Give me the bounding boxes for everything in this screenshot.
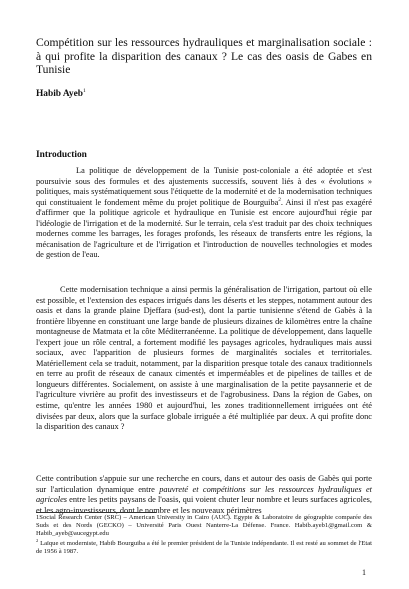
- section-heading: Introduction: [36, 150, 87, 160]
- paragraph-3-text-b: entre les petits paysans de l'oasis, qui voient chuter leur nombre et leurs surfaces agricoles, et les agro-investisseurs, dont le nombre et les nouveaux périmètres: [36, 495, 372, 515]
- author-name-text: Habib Ayeb: [36, 89, 83, 100]
- author-footnote-mark: 1: [82, 88, 86, 94]
- footnote-ref-2: 2: [278, 197, 281, 203]
- paragraph-1: [36, 166, 372, 261]
- footnote-2-mark: 2: [36, 537, 39, 543]
- footnote-1-mark: 1: [36, 514, 40, 521]
- paragraph-3-text-a: Cette contribution s'appuie sur une recherche en cours, dans et autour des oasis de Gabès qui porte sur l'articulation dynamique entre: [36, 474, 372, 494]
- footnote-1: [36, 514, 372, 539]
- paper-title: Compétition sur les ressources hydrauliques et marginalisation sociale : à qui profite la disparition des canaux ? Le cas des oasis de Gabes en Tunisie: [36, 36, 372, 77]
- paragraph-2: Cette modernisation technique a ainsi permis la généralisation de l'irrigation, partout où elle est possible, et l'extension des espaces irrigués dans les déserts et les steppes, notamment autour des oasis et dans la grande plaine Djeffara (sud-est), dont la partie tunisienne s'étend de Gabès à la frontière libyenne en constituant une large bande de plusieurs dizaines de kilomètres entre la chaîne montagneuse de Matmata et la côte Méditerranéenne. La politique de développement, dans laquelle l'expert joue un rôle central, a fortement modifié les paysages agricoles, hydrauliques mais aussi sociaux, avec l'apparition de plusieurs formes de marginalités sociales et territoriales. Matériellement cela se traduit, notamment, par la disparition presque totale des canaux traditionnels en terre au profit de réseaux de canaux cimentés et imperméables et de pipelines de tailles et de longueurs différentes. Socialement, on assiste à une marginalisation de la petite paysannerie et de l'agriculture vivrière au profit des investisseurs et de l'agrobusiness. Dans la région de Gabes, on estime, qu'entre les années 1980 et aujourd'hui, les zones traditionnellement irriguées ont été divisées par deux, alors que la surface globale irriguée a été multipliée par deux. A qui profite donc la disparition des canaux ?: [36, 285, 372, 432]
- page-number: 1: [362, 568, 366, 577]
- paragraph-3-italic: pauvreté et compétitions sur les ressources hydrauliques et agricoles: [36, 484, 372, 505]
- footnote-separator: [36, 512, 156, 513]
- footnote-2: [36, 537, 373, 556]
- document-page: [36, 0, 372, 589]
- author-name: [36, 88, 86, 99]
- footnote-2-text: Laïque et moderniste, Habib Bourguiba a été le premier président de la Tunisie indépendante. Il est resté au sommet de l'Etat de 1956 à 1987.: [36, 540, 373, 556]
- footnote-1-text: Social Research Center (SRC) – American University in Cairo (AUC). Egypte & Laboratoire de géographie comparée des Suds et des Nords (GECKO) – Université Paris Ouest Nanterre-La Défense. France. Habib.ayeb1@gmail.com & Habib_ayeb@aucegypt.edu: [36, 514, 372, 538]
- paragraph-1-text-b: . Ainsi il n'est pas exagéré d'affirmer que la politique agricole et hydraulique en Tunisie est encore aujourd'hui régie par l'idéologie de l'irrigation et de la modernité. Sur le terrain, cela s'est traduit par des choix techniques modernes comme les barrages, les forages profonds, les réseaux de transferts entre les régions, la mécanisation de l'agriculture et de l'irrigation et l'introduction de nouvelles technologies et modes de gestion de l'eau.: [36, 197, 372, 260]
- paragraph-3: [36, 474, 372, 516]
- paragraph-1-text-a: La politique de développement de la Tunisie post-coloniale a été adoptée et s'est poursuivie sous des formules et des ajustements successifs, souvent liés à des « évolutions » politiques, mais systématiquement sous l'étiquette de la modernité et de la modernisation techniques qui constituaient le fondement même du projet politique de Bourguiba: [36, 166, 372, 207]
